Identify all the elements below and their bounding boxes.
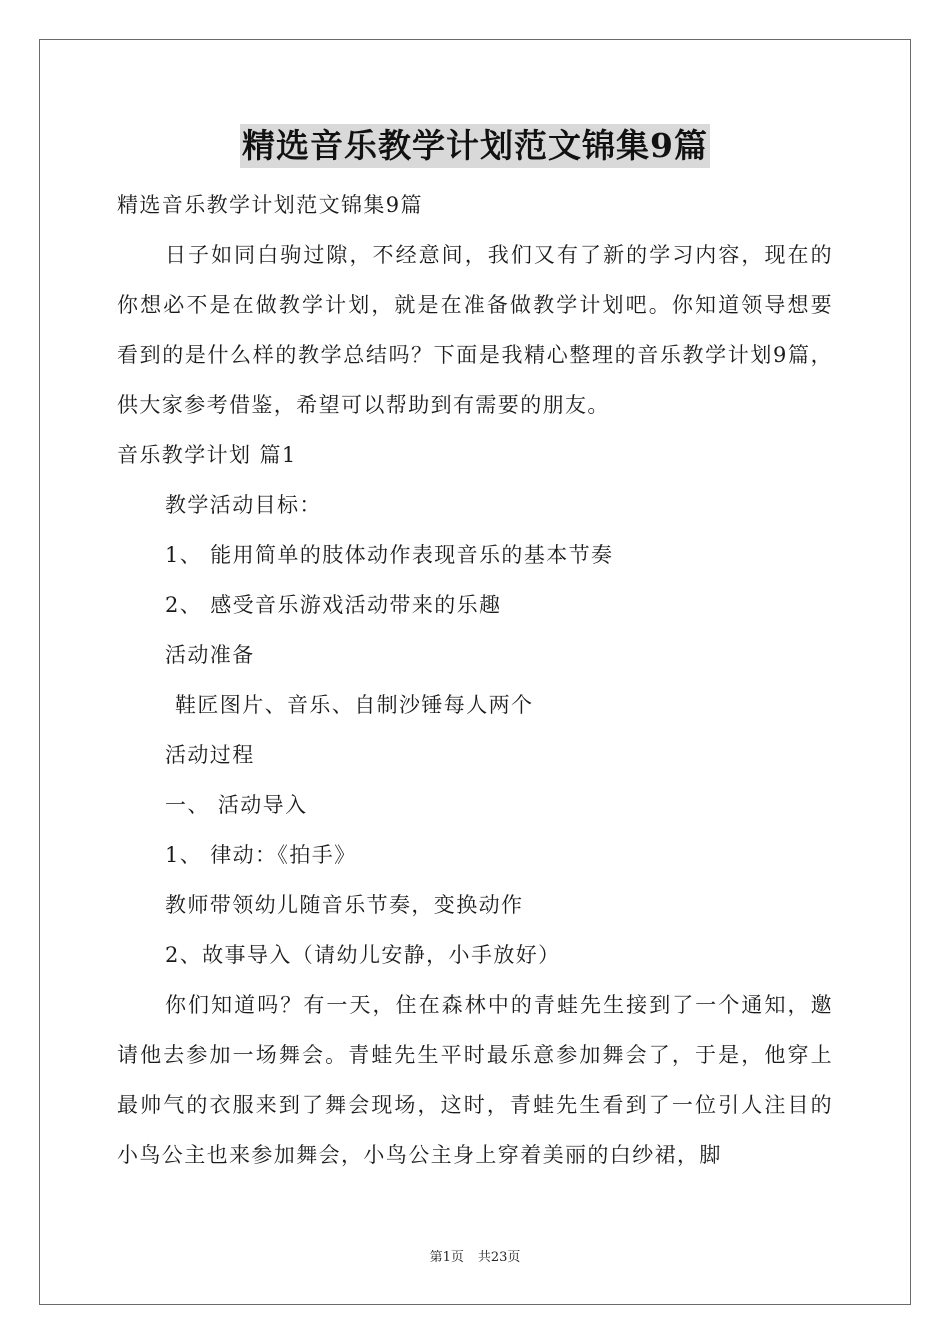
intro-paragraph: 日子如同白驹过隙，不经意间，我们又有了新的学习内容，现在的你想必不是在做教学计划，就是在准备做教学计划吧。你知道领导想要看到的是什么样的教学总结吗？下面是我精心整理的音乐教学计划9篇，供大家参考借鉴，希望可以帮助到有需要的朋友。 (117, 243, 833, 417)
page-number: 第1页 (429, 1250, 464, 1265)
objectives-heading: 教学活动目标： (165, 493, 322, 517)
document-title: 精选音乐教学计划范文锦集9篇 (240, 124, 710, 168)
process-step-1: 一、 活动导入 (165, 793, 308, 817)
process-substep-2: 2、故事导入（请幼儿安静，小手放好） (165, 943, 561, 967)
story-paragraph: 你们知道吗？有一天，住在森林中的青蛙先生接到了一个通知，邀请他去参加一场舞会。青蛙先生平时最乐意参加舞会了，于是，他穿上最帅气的衣服来到了舞会现场，这时，青蛙先生看到了一位引人注目的小鸟公主也来参加舞会，小鸟公主身上穿着美丽的白纱裙，脚 (117, 993, 833, 1167)
page-footer (0, 1246, 950, 1265)
preparation-heading: 活动准备 (165, 643, 255, 667)
objective-item-1: 1、 能用简单的肢体动作表现音乐的基本节奏 (165, 543, 614, 567)
process-heading: 活动过程 (165, 743, 255, 767)
objective-item-2: 2、 感受音乐游戏活动带来的乐趣 (165, 593, 502, 617)
process-substep-1: 1、 律动：《拍手》 (165, 843, 357, 867)
page-total: 共23页 (477, 1250, 521, 1265)
preparation-text: 鞋匠图片、音乐、自制沙锤每人两个 (175, 693, 534, 717)
subtitle-line: 精选音乐教学计划范文锦集9篇 (117, 193, 423, 217)
process-substep-1-text: 教师带领幼儿随音乐节奏，变换动作 (165, 893, 524, 917)
title-container (0, 124, 950, 168)
document-body (117, 180, 833, 1180)
section-heading: 音乐教学计划 篇1 (117, 443, 297, 467)
